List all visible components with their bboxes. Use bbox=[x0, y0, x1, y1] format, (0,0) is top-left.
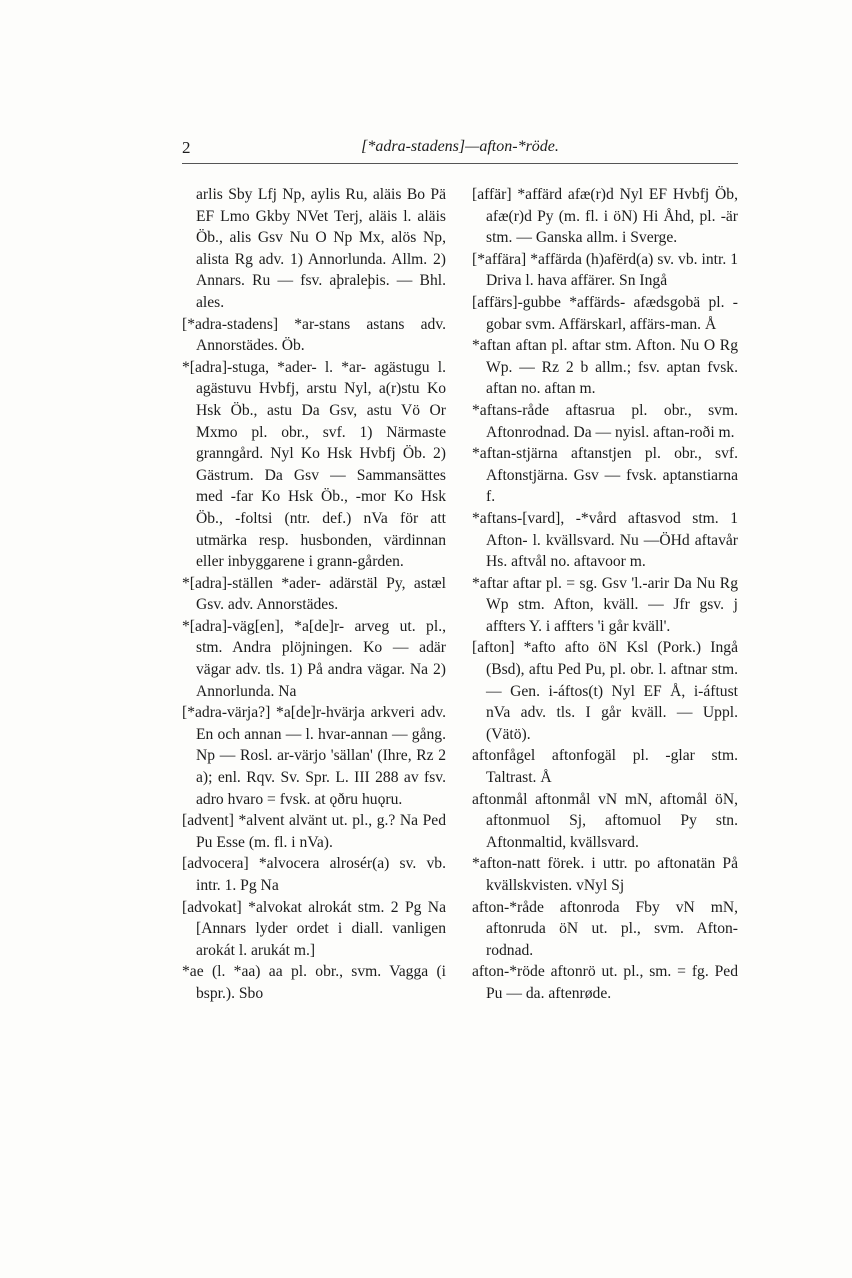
dictionary-entry: [afton] *afto afto öN Ksl (Pork.) Ingå (Bsd), aftu Ped Pu, pl. obr. l. aftnar stm. — Gen. i-áftos(t) Nyl EF Å, i-áftust nVa adv. tls. I går kväll. — Uppl. (Vätö). bbox=[472, 639, 738, 743]
dictionary-entry: arlis Sby Lfj Np, aylis Ru, aläis Bo Pä EF Lmo Gkby NVet Terj, aläis l. aläis Öb., alis Gsv Nu O Np Mx, alös Np, alista Rg adv. 1) Annorlunda. Allm. 2) Annars. Ru — fsv. aþraleþis. — Bhl. ales. bbox=[196, 186, 446, 311]
page-header bbox=[182, 138, 738, 164]
dictionary-entry: [*affära] *affärda (h)afërd(a) sv. vb. intr. 1 Driva l. hava affärer. Sn Ingå bbox=[472, 250, 738, 290]
dictionary-entry: [advocera] *alvocera alrosér(a) sv. vb. intr. 1. Pg Na bbox=[182, 855, 446, 894]
dictionary-entry: *ae (l. *aa) aa pl. obr., svm. Vagga (i bspr.). Sbo bbox=[182, 963, 446, 1002]
dictionary-entry: *[adra]-stuga, *ader- l. *ar- agästugu l. agästuvu Hvbfj, arstu Nyl, a(r)stu Ko Hsk Öb., astu Da Gsv, astu Vö Or Mxmo pl. obr., svf. 1) Närmaste granngård. Nyl Ko Hsk Hvbfj Öb. 2) Gästrum. Da Gsv — Sammansättes med -far Ko Hsk Öb., -mor Ko Hsk Öb., -foltsi (ntr. def.) nVa för att utmärka resp. husbonden, värdinnan eller inbyggarene i grann-gården. bbox=[182, 358, 446, 571]
header-rule bbox=[182, 163, 738, 164]
right-column bbox=[472, 184, 738, 1005]
dictionary-entry: afton-*röde aftonrö ut. pl., sm. = fg. Ped Pu — da. aftenrøde. bbox=[472, 963, 738, 1002]
page-number: 2 bbox=[182, 138, 191, 157]
left-column bbox=[182, 184, 446, 1005]
dictionary-entry: [advokat] *alvokat alrokát stm. 2 Pg Na [Annars lyder ordet i diall. vanligen arokát l. arukát m.] bbox=[182, 898, 446, 959]
dictionary-entry: *aftar aftar pl. = sg. Gsv 'l.-arir Da Nu Rg Wp stm. Afton, kväll. — Jfr gsv. j affters Y. i affters 'i går kväll'. bbox=[472, 574, 738, 635]
dictionary-entry: *afton-natt förek. i uttr. po aftonatän På kvällskvisten. vNyl Sj bbox=[472, 855, 738, 894]
dictionary-entry: *aftans-[vard], -*vård aftasvod stm. 1 Afton- l. kvällsvard. Nu —ÖHd aftavår Hs. aftvål no. aftavoor m. bbox=[472, 509, 738, 571]
dictionary-entry: aftonmål aftonmål vN mN, aftomål öN, aftonmuol Sj, aftomuol Py stn. Aftonmaltid, kvällsvard. bbox=[472, 790, 738, 851]
dictionary-entry: afton-*råde aftonroda Fby vN mN, aftonruda öN ut. pl., svm. Afton-rodnad. bbox=[472, 898, 738, 959]
dictionary-entry: [*adra-värja?] *a[de]r-hvärja arkveri adv. En och annan — l. hvar-annan — gång. Np — Rosl. ar-värjo 'sällan' (Ihre, Rz 2 a); enl. Rqv. Sv. Spr. L. III 288 av fsv. adro hvaro = fvsk. at ǫðru huǫru. bbox=[182, 704, 446, 808]
dictionary-entry: aftonfågel aftonfogäl pl. -glar stm. Taltrast. Å bbox=[472, 747, 738, 787]
dictionary-entry: *[adra]-väg[en], *a[de]r- arveg ut. pl., stm. Andra plöjningen. Ko — adär vägar adv. tls. 1) På andra vägar. Na 2) Annorlunda. Na bbox=[182, 617, 446, 700]
dictionary-entry: [affär] *affärd afæ(r)d Nyl EF Hvbfj Öb, afæ(r)d Py (m. fl. i öN) Hi Åhd, pl. -är stm. — Ganska allm. i Sverge. bbox=[472, 186, 738, 247]
dictionary-entry: [*adra-stadens] *ar-stans astans adv. Annorstädes. Öb. bbox=[182, 315, 446, 355]
running-head: [*adra-stadens]—afton-*röde. bbox=[361, 138, 559, 155]
dictionary-entry: [advent] *alvent alvänt ut. pl., g.? Na Ped Pu Esse (m. fl. i nVa). bbox=[182, 812, 446, 851]
dictionary-entry: *aftans-råde aftasrua pl. obr., svm. Aftonrodnad. Da — nyisl. aftan-roði m. bbox=[472, 401, 738, 441]
dictionary-entry: *aftan-stjärna aftanstjen pl. obr., svf. Aftonstjärna. Gsv — fvsk. aptanstiarna f. bbox=[472, 445, 738, 506]
dictionary-entry: *[adra]-ställen *ader- adärstäl Py, astæl Gsv. adv. Annorstädes. bbox=[182, 574, 446, 614]
dictionary-entry: *aftan aftan pl. aftar stm. Afton. Nu O Rg Wp. — Rz 2 b allm.; fsv. aptan fvsk. aftan no. aftan m. bbox=[472, 337, 738, 398]
dictionary-entry: [affärs]-gubbe *affärds- afædsgobä pl. -gobar svm. Affärskarl, affärs-man. Å bbox=[472, 293, 738, 333]
